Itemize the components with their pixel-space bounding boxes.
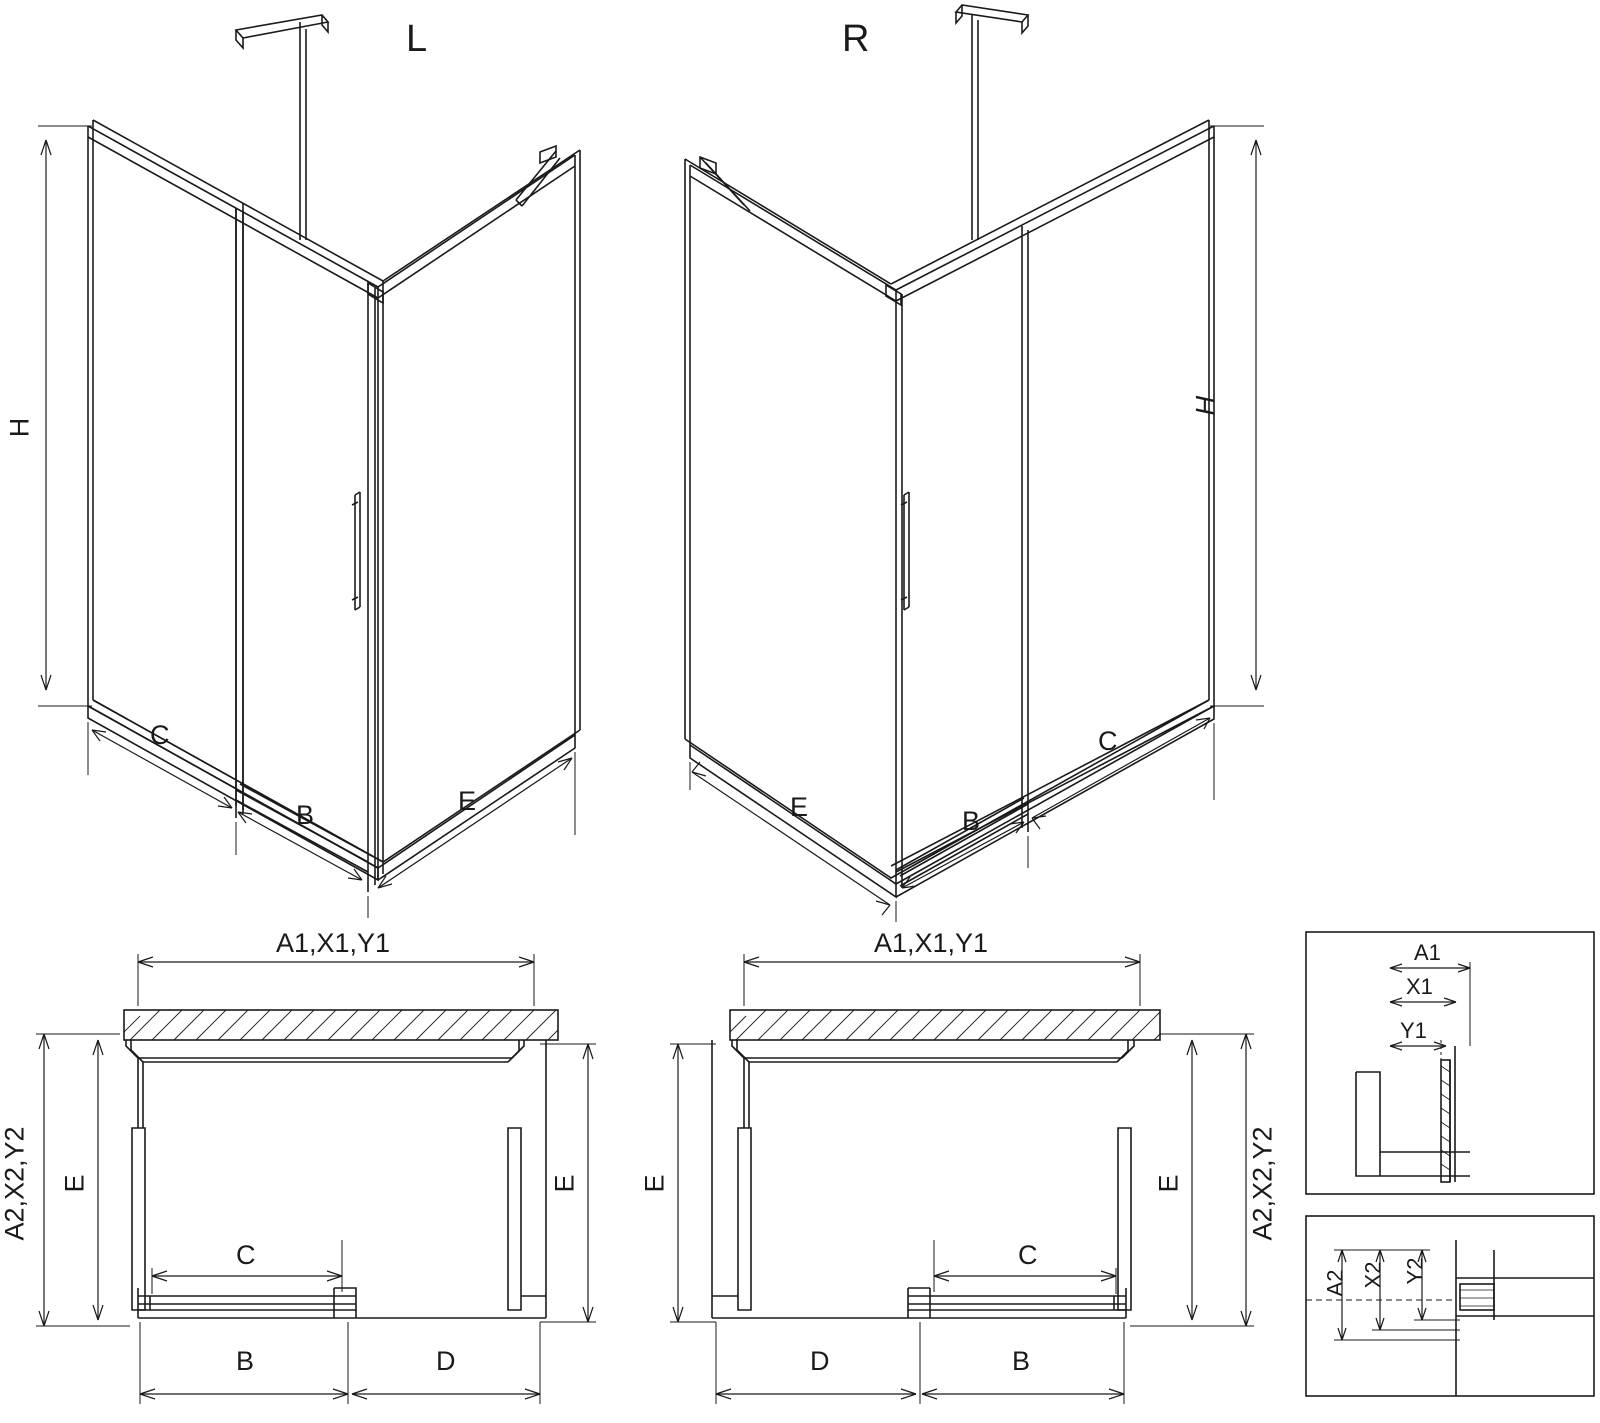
- detail-top-dim-a1: A1: [1414, 940, 1441, 965]
- plan-right-dim-c: C: [1018, 1240, 1038, 1270]
- iso-right-dim-b: B: [962, 806, 981, 836]
- plan-left-inner-e-right: E: [549, 1174, 580, 1193]
- plan-right-inner-e-right: E: [1153, 1174, 1184, 1193]
- iso-view-left: [38, 15, 580, 918]
- plan-left-inner-e-left: E: [59, 1174, 90, 1193]
- iso-right-dim-c: C: [1098, 726, 1118, 756]
- plan-right-top-dim: A1,X1,Y1: [874, 928, 989, 958]
- plan-left-dim-d: D: [436, 1346, 456, 1376]
- detail-top: [1306, 932, 1594, 1194]
- plan-right-inner-e-left: E: [639, 1174, 670, 1193]
- detail-top-dim-y1: Y1: [1400, 1018, 1427, 1043]
- iso-left-dim-b: B: [296, 800, 315, 830]
- plan-left-top-dim: A1,X1,Y1: [276, 928, 391, 958]
- iso-view-right: [685, 5, 1264, 922]
- detail-bottom-dim-a2: A2: [1322, 1269, 1348, 1297]
- variant-label-right: R: [842, 18, 870, 60]
- plan-view-left: [36, 954, 596, 1404]
- variant-label-left: L: [406, 18, 428, 60]
- iso-right-dim-h: H: [1190, 392, 1221, 419]
- plan-left-dim-c: C: [236, 1240, 256, 1270]
- plan-left-side-dim: A2,X2,Y2: [0, 1126, 30, 1241]
- iso-right-dim-e: E: [790, 792, 809, 822]
- detail-top-dim-x1: X1: [1406, 974, 1433, 999]
- plan-right-dim-b: B: [1012, 1346, 1031, 1376]
- iso-left-dim-c: C: [150, 720, 170, 750]
- plan-right-side-dim: A2,X2,Y2: [1247, 1126, 1278, 1241]
- iso-left-dim-e: E: [458, 786, 477, 816]
- plan-right-dim-d: D: [810, 1346, 830, 1376]
- plan-left-dim-b: B: [236, 1346, 255, 1376]
- detail-bottom: [1306, 1216, 1594, 1396]
- iso-left-dim-h: H: [4, 417, 35, 438]
- detail-bottom-dim-y2: Y2: [1402, 1257, 1428, 1285]
- detail-bottom-dim-x2: X2: [1360, 1261, 1386, 1289]
